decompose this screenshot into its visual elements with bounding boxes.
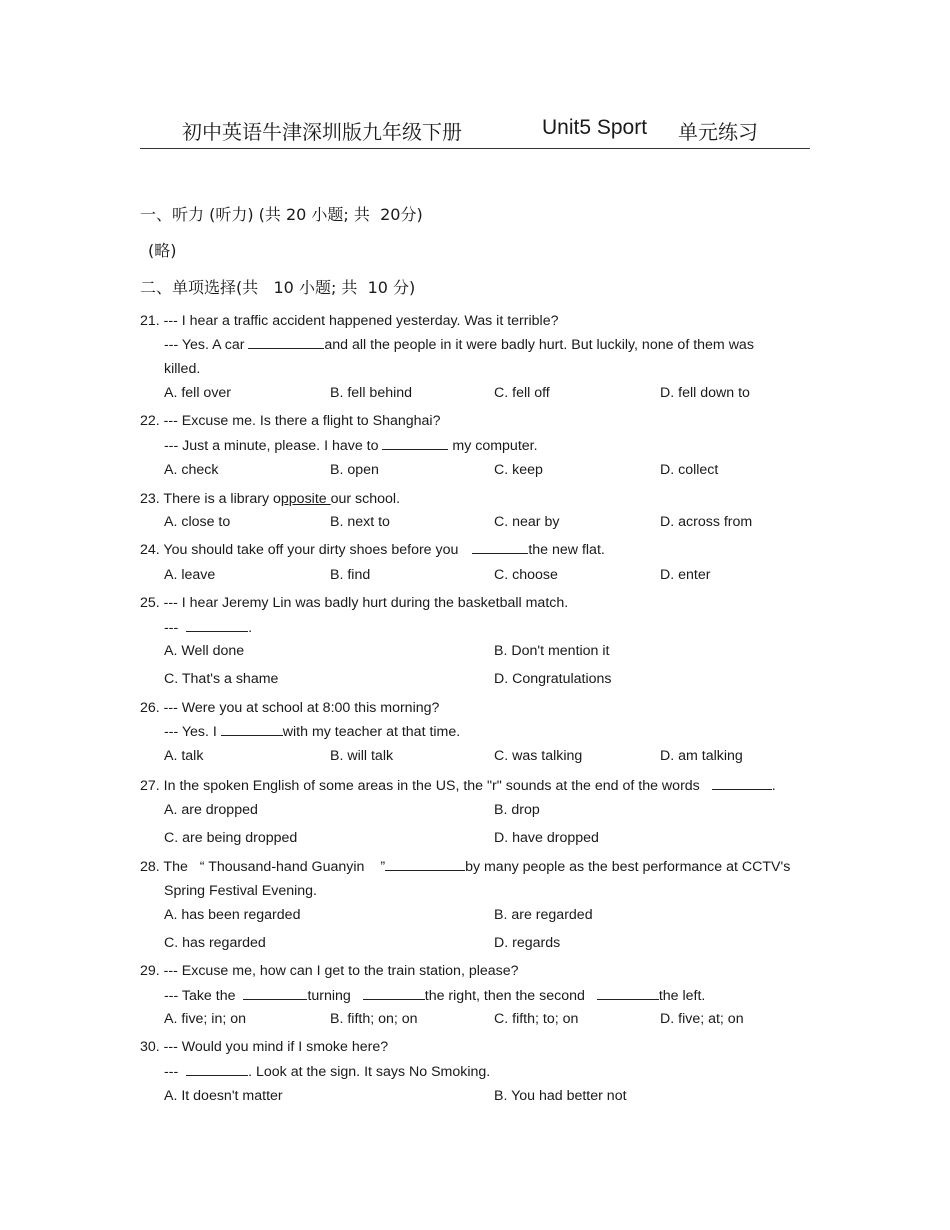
question-26-option-c: C. was talking [494, 748, 583, 764]
title-chinese: 初中英语牛津深圳版九年级下册 [182, 120, 462, 144]
question-30-blank [186, 1063, 248, 1076]
question-29-answer-line [164, 987, 705, 1005]
question-29-text: the left. [658, 988, 706, 1004]
question-27-text: 27. In the spoken English of some areas in the US, the "r" sounds at the end of the words [140, 778, 704, 794]
question-25-option-b: B. Don't mention it [494, 643, 610, 659]
question-22-option-c: C. keep [494, 462, 543, 478]
question-21-text: and all the people in it were badly hurt. But luckily, none of them was [324, 337, 754, 353]
question-21-option-c: C. fell off [494, 385, 550, 401]
question-23-text: 23. There is a library o [140, 491, 281, 507]
question-29-blank-3 [597, 987, 659, 1000]
question-29-text: the right, then the second [424, 988, 589, 1004]
question-25-stem: 25. --- I hear Jeremy Lin was badly hurt during the basketball match. [140, 595, 569, 611]
question-23-underlined: pposite [280, 491, 331, 507]
question-28-continuation: Spring Festival Evening. [164, 883, 317, 899]
question-23-option-a: A. close to [164, 514, 231, 530]
question-22-option-d: D. collect [660, 462, 719, 478]
question-26-option-b: B. will talk [330, 748, 394, 764]
question-24-option-b: B. find [330, 567, 371, 583]
question-28-text: 28. The [140, 859, 192, 875]
question-24-stem [140, 541, 605, 559]
question-22-option-a: A. check [164, 462, 219, 478]
question-25-answer-line [164, 619, 252, 637]
question-28-text: -hand Guanyin [271, 859, 369, 875]
question-21-option-b: B. fell behind [330, 385, 413, 401]
question-23-stem [140, 490, 400, 508]
question-21-option-a: A. fell over [164, 385, 232, 401]
question-27-stem [140, 777, 776, 795]
question-28-option-c: C. has regarded [164, 935, 266, 951]
question-29-stem: 29. --- Excuse me, how can I get to the train station, please? [140, 963, 519, 979]
question-24-option-d: D. enter [660, 567, 711, 583]
question-24-text: the new flat. [528, 542, 605, 558]
question-23-option-c: C. near by [494, 514, 560, 530]
question-24-option-c: C. choose [494, 567, 558, 583]
question-23-option-b: B. next to [330, 514, 390, 530]
question-30-answer-line [164, 1063, 490, 1081]
section-listening-heading: 一、听力 (听力) (共 20 小题; 共 20分) [140, 205, 423, 224]
page-title [140, 114, 810, 149]
question-28-option-a: A. has been regarded [164, 907, 301, 923]
question-21-stem: 21. --- I hear a traffic accident happened yesterday. Was it terrible? [140, 313, 559, 329]
question-25-text: . [248, 620, 253, 636]
question-22-text: --- Just a minute, please. I have to [164, 438, 383, 454]
question-27-option-b: B. drop [494, 802, 540, 818]
question-24-blank [472, 541, 528, 554]
question-28-quote-open: “ Thousand [199, 859, 272, 875]
section-choice-heading: 二、单项选择(共 10 小题; 共 10 分) [140, 278, 416, 297]
title-chinese-suffix: 单元练习 [678, 120, 758, 144]
question-29-blank-2 [363, 987, 425, 1000]
question-24-text: 24. You should take off your dirty shoes before you [140, 542, 463, 558]
question-22-blank [382, 437, 448, 450]
question-29-blank-1 [243, 987, 307, 1000]
question-29-option-a: A. five; in; on [164, 1011, 247, 1027]
question-28-blank [385, 858, 465, 871]
question-26-option-a: A. talk [164, 748, 204, 764]
question-29-text: turning [307, 988, 355, 1004]
question-28-option-b: B. are regarded [494, 907, 593, 923]
question-23-option-d: D. across from [660, 514, 753, 530]
question-28-quote-close: ” [380, 859, 386, 875]
question-27-text: . [771, 778, 776, 794]
question-28-text: by many people as the best performance at CCTV's [465, 859, 791, 875]
question-22-text: my computer. [448, 438, 538, 454]
question-23-text: our school. [330, 491, 401, 507]
question-25-option-a: A. Well done [164, 643, 245, 659]
question-27-blank [712, 777, 772, 790]
question-21-blank [248, 336, 324, 349]
question-26-option-d: D. am talking [660, 748, 743, 764]
question-25-option-c: C. That's a shame [164, 671, 279, 687]
question-21-text: --- Yes. A car [164, 337, 249, 353]
question-29-option-d: D. five; at; on [660, 1011, 744, 1027]
question-30-text: --- [164, 1064, 183, 1080]
question-21-answer-line [164, 336, 754, 354]
question-24-option-a: A. leave [164, 567, 216, 583]
question-26-stem: 26. --- Were you at school at 8:00 this morning? [140, 700, 440, 716]
question-27-option-d: D. have dropped [494, 830, 599, 846]
question-29-text: --- Take the [164, 988, 240, 1004]
question-30-stem: 30. --- Would you mind if I smoke here? [140, 1039, 389, 1055]
question-27-option-c: C. are being dropped [164, 830, 298, 846]
question-21-continuation: killed. [164, 361, 201, 377]
section-listening-note: (略) [148, 241, 177, 260]
question-26-blank [221, 723, 283, 736]
title-english: Unit5 Sport [542, 116, 648, 139]
question-30-option-a: A. It doesn't matter [164, 1088, 283, 1104]
question-26-text: --- Yes. I [164, 724, 221, 740]
question-25-option-d: D. Congratulations [494, 671, 612, 687]
question-22-stem: 22. --- Excuse me. Is there a flight to Shanghai? [140, 413, 441, 429]
question-25-blank [186, 619, 248, 632]
question-22-answer-line [164, 437, 538, 455]
question-27-option-a: A. are dropped [164, 802, 258, 818]
question-26-answer-line [164, 723, 460, 741]
question-21-option-d: D. fell down to [660, 385, 750, 401]
question-30-option-b: B. You had better not [494, 1088, 627, 1104]
question-28-stem [140, 858, 790, 876]
question-28-option-d: D. regards [494, 935, 561, 951]
question-22-option-b: B. open [330, 462, 379, 478]
question-29-option-b: B. fifth; on; on [330, 1011, 418, 1027]
question-29-option-c: C. fifth; to; on [494, 1011, 579, 1027]
question-25-text: --- [164, 620, 183, 636]
question-30-text: . Look at the sign. It says No Smoking. [248, 1064, 491, 1080]
question-26-text: with my teacher at that time. [282, 724, 461, 740]
